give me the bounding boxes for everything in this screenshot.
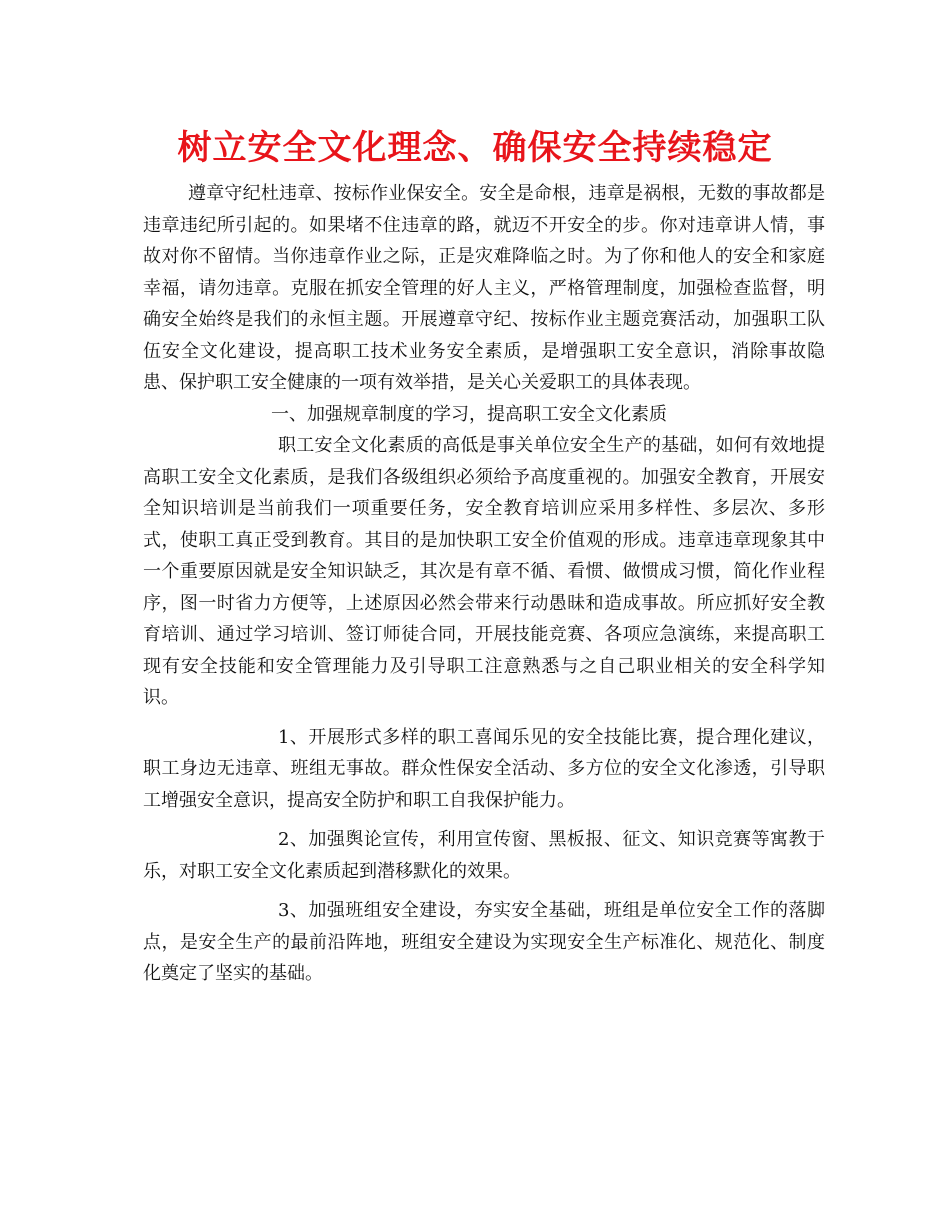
intro-paragraph: 遵章守纪杜违章、按标作业保安全。安全是命根，违章是祸根，无数的事故都是违章违纪所引起的。如果堵不住违章的路，就迈不开安全的步。你对违章讲人情，事故对你不留情。当你违章作业之际，正是灾难降临之时。为了你和他人的安全和家庭幸福，请勿违章。克服在抓安全管理的好人主义，严格管理制度，加强检查监督，明确安全始终是我们的永恒主题。开展遵章守纪、按标作业主题竞赛活动，加强职工队伍安全文化建设，提高职工技术业务安全素质，是增强职工安全意识，消除事故隐患、保护职工安全健康的一项有效举措，是关心关爱职工的具体表现。 (143, 183, 825, 393)
list-item-1: 1、开展形式多样的职工喜闻乐见的安全技能比赛，提合理化建议，职工身边无违章、班组无事故。群众性保安全活动、多方位的安全文化渗透，引导职工增强安全意识，提高安全防护和职工自我保护能力。 (143, 726, 825, 811)
document-title: 树立安全文化理念、确保安全持续稳定 (177, 128, 773, 168)
section-1-heading: 一、加强规章制度的学习，提高职工安全文化素质 (271, 403, 667, 425)
section-1-paragraph: 职工安全文化素质的高低是事关单位安全生产的基础，如何有效地提高职工安全文化素质，是我们各级组织必须给予高度重视的。加强安全教育，开展安全知识培训是当前我们一项重要任务，安全教育培训应采用多样性、多层次、多形式，使职工真正受到教育。其目的是加快职工安全价值观的形成。违章违章现象其中一个重要原因就是安全知识缺乏，其次是有章不循、看惯、做惯成习惯，简化作业程序，图一时省力方便等，上述原因必然会带来行动愚昧和造成事故。所应抓好安全教育培训、通过学习培训、签订师徒合同，开展技能竞赛、各项应急演练，来提高职工现有安全技能和安全管理能力及引导职工注意熟悉与之自己职业相关的安全科学知识。 (143, 435, 825, 708)
list-item-3: 3、加强班组安全建设，夯实安全基础，班组是单位安全工作的落脚点，是安全生产的最前沿阵地，班组安全建设为实现安全生产标准化、规范化、制度化奠定了坚实的基础。 (143, 900, 825, 984)
list-item-2: 2、加强舆论宣传，利用宣传窗、黑板报、征文、知识竞赛等寓教于乐，对职工安全文化素质起到潜移默化的效果。 (143, 829, 825, 882)
document-body (143, 178, 825, 990)
